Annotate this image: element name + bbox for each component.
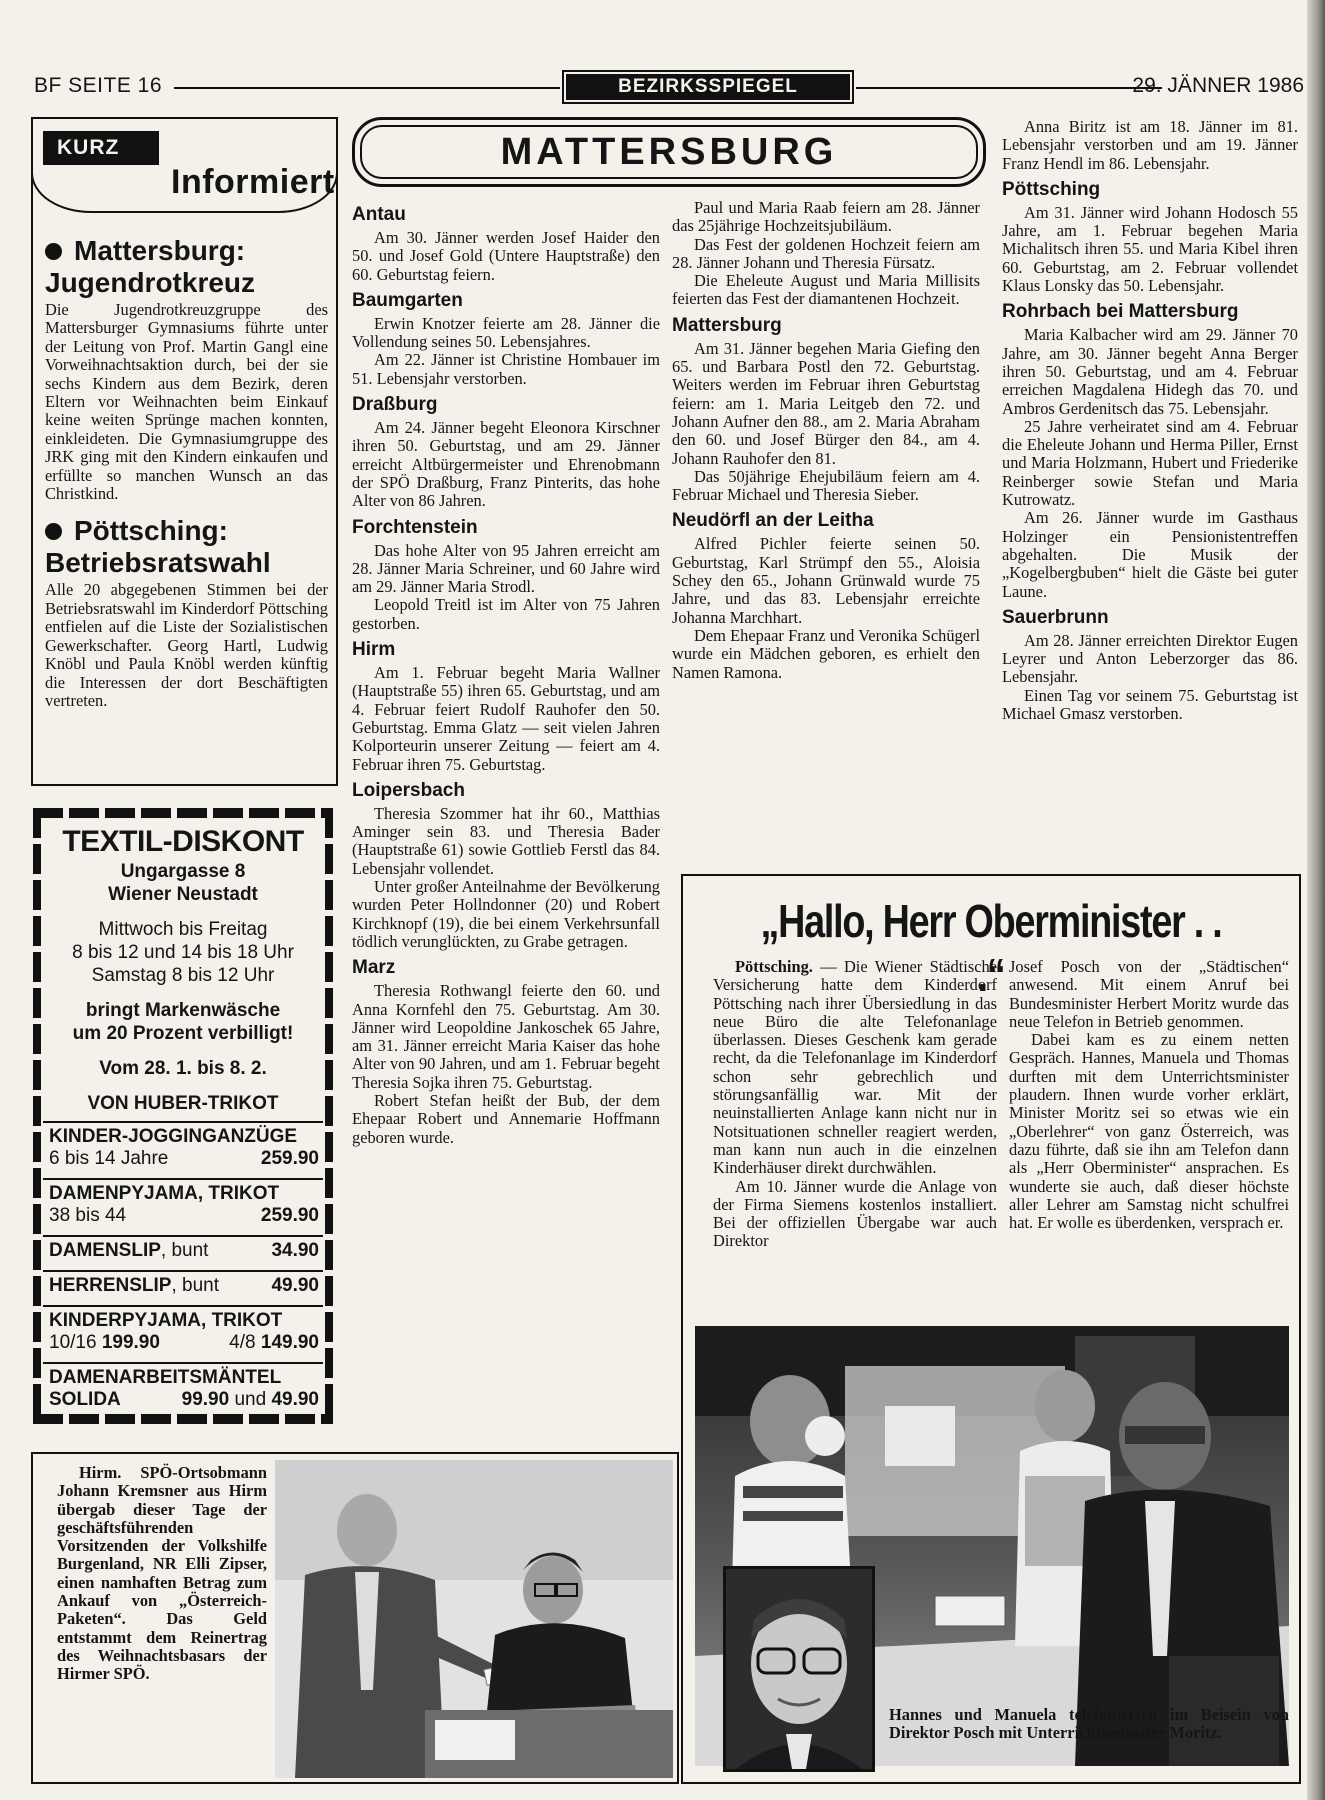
news-paragraph: Unter großer Anteilnahme der Bevölkerung wurden Peter Hollndonner (20) und Robert Kirchknopf (19), die bei einem Verkehrsunfall tödlich verunglückten, zu Grabe getragen. bbox=[352, 877, 660, 951]
section-heading: Neudörfl an der Leitha bbox=[672, 510, 874, 532]
hirm-photo bbox=[275, 1460, 673, 1778]
article-paragraph: — Die Wiener Städtische Versicherung hatte dem Kinderdorf Pöttsching nach ihrer Übersiedlung in das neue Büro die alte Telefonanlage überlassen. Dieses Geschenk kam gerade recht, da die Telefonanlage im Kinderdorf schon sehr gebrechlich und störungsanfällig war. Mit der neuinstallierten Anlage kann nicht nur in Notsituationen schneller reagiert werden, man kann nun auch in die einzelnen Kinderhäuser direkt durchwählen. bbox=[713, 957, 997, 1178]
banner-title: MATTERSBURG bbox=[360, 125, 978, 179]
portrait-inset bbox=[723, 1566, 875, 1772]
page-number: BF SEITE 16 bbox=[34, 74, 163, 97]
section-heading: Loipersbach bbox=[352, 779, 465, 801]
header-rule-right bbox=[856, 87, 1162, 89]
kurz-header bbox=[33, 119, 336, 215]
section-heading: Marz bbox=[352, 957, 396, 979]
ad-period: Vom 28. 1. bis 8. 2. bbox=[99, 1058, 267, 1079]
kurz-informiert-box bbox=[31, 117, 338, 786]
news-paragraph: Das Fest der goldenen Hochzeit feiern am 28. Jänner Johann und Theresia Fürsatz. bbox=[672, 234, 980, 272]
kurz-item-body: Die Jugendrotkreuzgruppe des Mattersburger Gymnasiums führte unter der Leitung von Prof. Martin Gangl eine Vorweihnachtsaktion durch, bei der sie sechs Kindern aus dem Bezirk, deren Eltern vor Weihnachten beim Einkauf keine weiten Sprünge machen konnten, einkleideten. Die Gymnasiumgruppe des JRK ging mit den Kindern einkaufen und erfüllte so manchen Wunsch an das Christkind. bbox=[45, 300, 328, 504]
ad-item: KINDER-JOGGINGANZÜGE 6 bis 14 Jahre 259.90 bbox=[49, 1126, 319, 1169]
news-paragraph: 25 Jahre verheiratet sind am 4. Februar die Eheleute Johann und Herma Piller, Ernst und Maria Holzmann, Hubert und Friederike Reinberger sowie Stefan und Maria Kutrowatz. bbox=[1002, 416, 1298, 510]
news-paragraph: Robert Stefan heißt der Bub, der dem Ehepaar Robert und Annemarie Hoffmann geboren wurde. bbox=[352, 1090, 660, 1147]
ad-content bbox=[47, 824, 319, 1413]
ad-border bbox=[325, 808, 333, 1424]
article-column-1 bbox=[713, 958, 997, 1251]
issue-date: 29. JÄNNER 1986 bbox=[1132, 74, 1304, 97]
page-header bbox=[34, 70, 1304, 102]
ad-item: DAMENPYJAMA, TRIKOT 38 bis 44 259.90 bbox=[49, 1183, 319, 1226]
ad-item: KINDERPYJAMA, TRIKOT 10/16 199.90 4/8 149.90 bbox=[49, 1310, 319, 1353]
scan-edge bbox=[1307, 0, 1325, 1800]
ad-border bbox=[33, 808, 41, 1424]
news-paragraph: Einen Tag vor seinem 75. Geburtstag ist Michael Gmasz verstorben. bbox=[1002, 685, 1298, 724]
news-paragraph: Dem Ehepaar Franz und Veronika Schügerl wurde ein Mädchen geboren, es erhielt den Namen Ramona. bbox=[672, 625, 980, 682]
kurz-item-body: Alle 20 abgegebenen Stimmen bei der Betriebsratswahl im Kinderdorf Pöttsching entfielen auf die Liste der Sozialistischen Gewerkschafter. Georg Hartl, Ludwig Knöbl und Paula Knöbl werden künftig die Interessen der dort Beschäftigten vertreten. bbox=[45, 580, 328, 710]
news-paragraph: Am 24. Jänner begeht Eleonora Kirschner ihren 50. Geburtstag, und am 29. Jänner erreicht Altbürgermeister und Ehrenobmann der SPÖ Draßburg, Franz Pinterits, das hohe Alter von 86 Jahren. bbox=[352, 418, 660, 511]
ad-hours: Samstag 8 bis 12 Uhr bbox=[91, 965, 275, 986]
news-paragraph: Am 30. Jänner werden Josef Haider den 50. und Josef Gold (Untere Hauptstraße) den 60. Geburtstag feiern. bbox=[352, 228, 660, 284]
hirm-caption-text: SPÖ-Ortsobmann Johann Kremsner aus Hirm übergab dieser Tage der geschäftsführenden Vorsitzenden der Volkshilfe Burgenland, NR Elli Zipser, einen namhaften Betrag zum Ankauf von „Österreich-Paketen“. Das Geld entstammt dem Reinertrag des Weihnachtsbasars der Hirmer SPÖ. bbox=[57, 1463, 267, 1684]
section-heading: Hirm bbox=[352, 639, 396, 661]
news-paragraph: Am 31. Jänner begehen Maria Giefing den 65. und Barbara Postl den 72. Geburtstag. Weiters werden im Februar ihren Geburtstag feiern: am 1. Maria Leitgeb den 72. und Johann Aufner den 88., am 2. Maria Abraham den 60. und Josef Bürger den 84., am 4. Johann Rauhofer den 81. bbox=[672, 338, 980, 468]
news-paragraph: Am 26. Jänner wurde im Gasthaus Holzinger ein Pensionistentreffen abgehalten. Die Musik der „Kogelbergbuben“ hielt die Gäste bei guter Laune. bbox=[1002, 508, 1298, 601]
ad-hours: 8 bis 12 und 14 bis 18 Uhr bbox=[72, 942, 294, 963]
news-paragraph: Die Eheleute August und Maria Millisits feierten das Fest der diamantenen Hochzeit. bbox=[672, 271, 980, 309]
news-paragraph: Anna Biritz ist am 18. Jänner im 81. Lebensjahr verstorben und am 19. Jänner Franz Hendl im 86. Lebensjahr. bbox=[1002, 117, 1298, 173]
news-paragraph: Das 50jährige Ehejubiläum feiern am 4. Februar Michael und Theresia Sieber. bbox=[672, 466, 980, 505]
portrait-image bbox=[726, 1569, 872, 1769]
ad-item: DAMENARBEITSMÄNTEL SOLIDA 99.90 und 49.90 bbox=[49, 1367, 319, 1410]
news-paragraph: Leopold Treitl ist im Alter von 75 Jahren gestorben. bbox=[352, 595, 660, 633]
mattersburg-banner bbox=[352, 117, 986, 187]
kurz-item-headline: Mattersburg: Jugendrotkreuz bbox=[45, 235, 256, 298]
ad-slogan: bringt Markenwäsche bbox=[85, 1000, 281, 1021]
news-paragraph: Am 22. Jänner ist Christine Hombauer im 51. Lebensjahr verstorben. bbox=[352, 350, 660, 388]
ad-address: Ungargasse 8 bbox=[120, 861, 246, 882]
news-paragraph: Paul und Maria Raab feiern am 28. Jänner das 25jährige Hochzeitsjubiläum. bbox=[672, 198, 980, 236]
bullet-icon bbox=[45, 243, 62, 260]
news-paragraph: Erwin Knotzer feierte am 28. Jänner die Vollendung seines 50. Lebensjahres. bbox=[352, 313, 660, 352]
hirm-photo-image bbox=[275, 1460, 673, 1778]
section-heading: Sauerbrunn bbox=[1002, 606, 1109, 628]
news-column-4 bbox=[1002, 118, 1298, 723]
header-rule-left bbox=[174, 87, 560, 89]
section-label bbox=[562, 70, 854, 104]
kurz-tag: KURZ bbox=[43, 131, 159, 165]
section-heading: Antau bbox=[352, 204, 406, 225]
news-paragraph: Am 1. Februar begeht Maria Wallner (Hauptstraße 55) ihren 65. Geburtstag, und am 4. Februar feiert Rudolf Rauhofer den 50. Geburtstag. Emma Glatz — seit vielen Jahren Kolporteurin unserer Zeitung — feiert am 4. Februar ihren 75. Geburtstag. bbox=[352, 663, 660, 774]
section-label-text: BEZIRKSSPIEGEL bbox=[566, 74, 850, 100]
ad-hours: Mittwoch bis Freitag bbox=[98, 919, 268, 940]
textil-diskont-ad bbox=[33, 808, 333, 1424]
news-paragraph: Alfred Pichler feierte seinen 50. Geburtstag, Karl Strümpf den 55., Aloisia Schey den 65., Johann Grünwald wurde 75 Jahre, und das 83. Lebensjahr erreichte Johanna Marchhart. bbox=[672, 534, 980, 627]
news-paragraph: Maria Kalbacher wird am 29. Jänner 70 Jahre, am 30. Jänner begeht Anna Berger ihren 50. Geburtstag, und am 4. Februar erreichen Magdalena Hidegh das 70. und Ambros Gerdenitsch das 75. Lebensjahr. bbox=[1002, 325, 1298, 418]
section-heading: Mattersburg bbox=[672, 314, 782, 336]
section-heading: Forchtenstein bbox=[352, 516, 478, 538]
section-heading: Rohrbach bei Mattersburg bbox=[1002, 301, 1239, 323]
hirm-photo-box bbox=[31, 1452, 679, 1784]
kurz-title: Informiert bbox=[171, 163, 335, 201]
ad-border bbox=[33, 1414, 333, 1424]
article-headline: „Hallo, Herr Oberminister . . .“ bbox=[760, 895, 1222, 1001]
ad-address: Wiener Neustadt bbox=[108, 884, 258, 905]
article-paragraph: Dabei kam es zu einem netten Gespräch. Hannes, Manuela und Thomas durften mit dem Unterrichtsminister plaudern. Ihnen wurde vorher erklärt, Minister Moritz sei so etwas wie ein „Oberlehrer“ von ganz Österreich, was dazu führte, daß sie ihn am Telefon dann als „Herr Oberminister“ ansprachen. Es wunderte sie auch, daß dieser höchste aller Lehrer am Samstag nicht schulfrei hat. Er wolle es überdenken, versprach er. bbox=[1009, 1030, 1289, 1233]
ad-brand: VON HUBER-TRIKOT bbox=[87, 1093, 279, 1114]
hirm-lead: Hirm. bbox=[79, 1463, 122, 1482]
ad-item: HERRENSLIP, bunt 49.90 bbox=[49, 1275, 319, 1296]
ad-border bbox=[33, 808, 333, 818]
news-paragraph: Am 28. Jänner erreichten Direktor Eugen Leyrer und Anton Leberzorger das 86. Lebensjahr. bbox=[1002, 630, 1298, 687]
ad-slogan: um 20 Prozent verbilligt! bbox=[72, 1023, 294, 1044]
ad-title: TEXTIL-DISKONT bbox=[62, 825, 304, 858]
section-heading: Draßburg bbox=[352, 394, 438, 416]
news-paragraph: Das hohe Alter von 95 Jahren erreicht am 28. Jänner Maria Schreiner, und 60 Jahre wird am 29. Jänner Maria Strodl. bbox=[352, 540, 660, 597]
bullet-icon bbox=[45, 523, 62, 540]
kurz-item-headline: Pöttsching: Betriebsratswahl bbox=[45, 515, 271, 579]
article-paragraph: Am 10. Jänner wurde die Anlage von der Firma Siemens kostenlos installiert. Bei der offiziellen Übergabe war auch Direktor bbox=[713, 1176, 997, 1251]
kurz-body bbox=[45, 229, 328, 710]
news-paragraph: Theresia Szommer hat ihr 60., Matthias Aminger sein 83. und Theresia Bader (Hauptstraße 61) sowie Gottlieb Ferstl das 84. Lebensjahr vollendet. bbox=[352, 803, 660, 878]
article-lead: Pöttsching. bbox=[735, 957, 813, 976]
ad-item: DAMENSLIP, bunt 34.90 bbox=[49, 1240, 319, 1261]
news-paragraph: Theresia Rothwangl feierte den 60. und Anna Kornfehl den 75. Geburtstag. Am 30. Jänner wird Leopoldine Jankoschek 65 Jahre, am 31. Jänner erreicht Maria Kaiser das hohe Alter von 90 Jahren, und am 1. Februar begeht Theresia Sojka ihren 75. Geburtstag. bbox=[352, 981, 660, 1092]
news-column-2 bbox=[352, 198, 660, 1147]
oberminister-article bbox=[681, 874, 1301, 1784]
article-paragraph: Josef Posch von der „Städtischen“ anwesend. Mit einem Anruf bei Bundesminister Herbert Moritz wurde das neue Telefon in Betrieb genommen. bbox=[1009, 957, 1289, 1031]
news-column-3 bbox=[672, 199, 980, 682]
article-column-2 bbox=[1009, 958, 1289, 1232]
section-heading: Baumgarten bbox=[352, 289, 463, 311]
hirm-caption bbox=[57, 1464, 267, 1684]
section-heading: Pöttsching bbox=[1002, 178, 1101, 200]
news-paragraph: Am 31. Jänner wird Johann Hodosch 55 Jahre, am 1. Februar begehen Maria Michalitsch ihren 55. und Maria Kibel ihren 60. Geburtstag, am 2. Februar vollendet Klaus Lonsky das 50. Lebensjahr. bbox=[1002, 202, 1298, 296]
photo-caption: Hannes und Manuela telefonierten im Beisein von Direktor Posch mit Unterrichtsminister Moritz. bbox=[889, 1705, 1289, 1743]
